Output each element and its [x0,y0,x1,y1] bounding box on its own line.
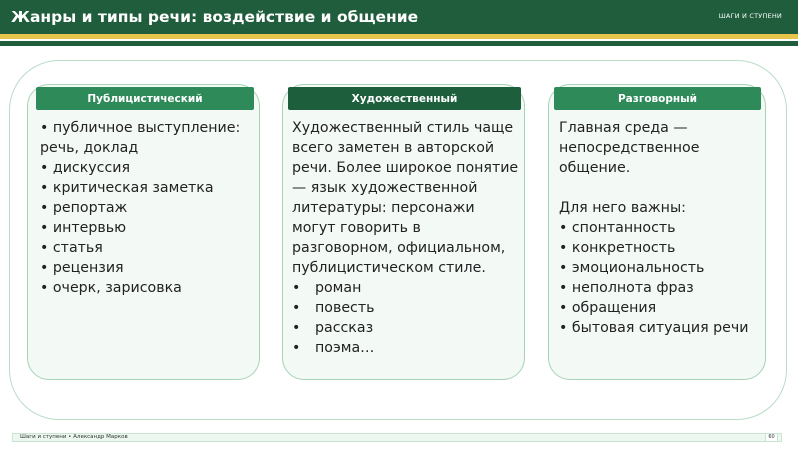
list-item: • критическая заметка [40,180,214,196]
list-item-label: рассказ [315,320,374,336]
bullet-glyph: • [292,340,301,356]
list-item: • конкретность [559,240,676,256]
bullet-glyph: • [292,300,301,316]
green-stripe [0,41,798,46]
list-item: • спонтанность [559,220,676,236]
list-item [292,318,522,338]
list-item: • эмоциональность [559,260,705,276]
artistic-content [292,118,522,358]
artistic-paragraph: Художественный стиль чаще всего заметен в авторской речи. Более широкое понятие — язык художественной литературы: персонажи могут говорить в разговорном, официальном, публицистическом стиле. [292,120,519,276]
page-number: 60 [765,433,778,442]
list-item [292,278,522,298]
heading-colloquial: Разговорный [554,87,761,110]
header-bar [0,0,798,34]
list-item: • дискуссия [40,160,131,176]
slide-title: Жанры и типы речи: воздействие и общение [11,8,419,26]
list-item-label: роман [315,280,362,296]
list-item-label: поэма… [315,340,375,356]
heading-publicistic: Публицистический [36,87,254,110]
list-item: • статья [40,240,103,256]
list-item [292,338,522,358]
artistic-list [292,278,522,358]
footer-credit: Шаги и ступени • Александр Марков [20,434,128,440]
bullet-glyph: • [292,280,301,296]
list-item: • репортаж [40,200,128,216]
colloquial-list [559,218,764,338]
brand-label: ШАГИ И СТУПЕНИ [718,12,782,20]
spacer [559,178,764,198]
colloquial-subheading: Для него важны: [559,200,686,216]
list-item: • очерк, зарисовка [40,280,182,296]
list-item: • обращения [559,300,657,316]
bullet-glyph: • [292,320,301,336]
list-item: • неполнота фраз [559,280,694,296]
colloquial-paragraph: Главная среда — непосредственное общение. [559,120,700,176]
publicistic-list [40,118,258,298]
colloquial-content [559,118,764,338]
list-item: • интервью [40,220,127,236]
list-item-label: повесть [315,300,375,316]
list-item [292,298,522,318]
list-item: • рецензия [40,260,124,276]
publicistic-content [40,118,258,298]
list-item: • бытовая ситуация речи [559,320,749,336]
heading-artistic: Художественный [288,87,521,110]
list-item: • публичное выступление: речь, доклад [40,120,241,156]
